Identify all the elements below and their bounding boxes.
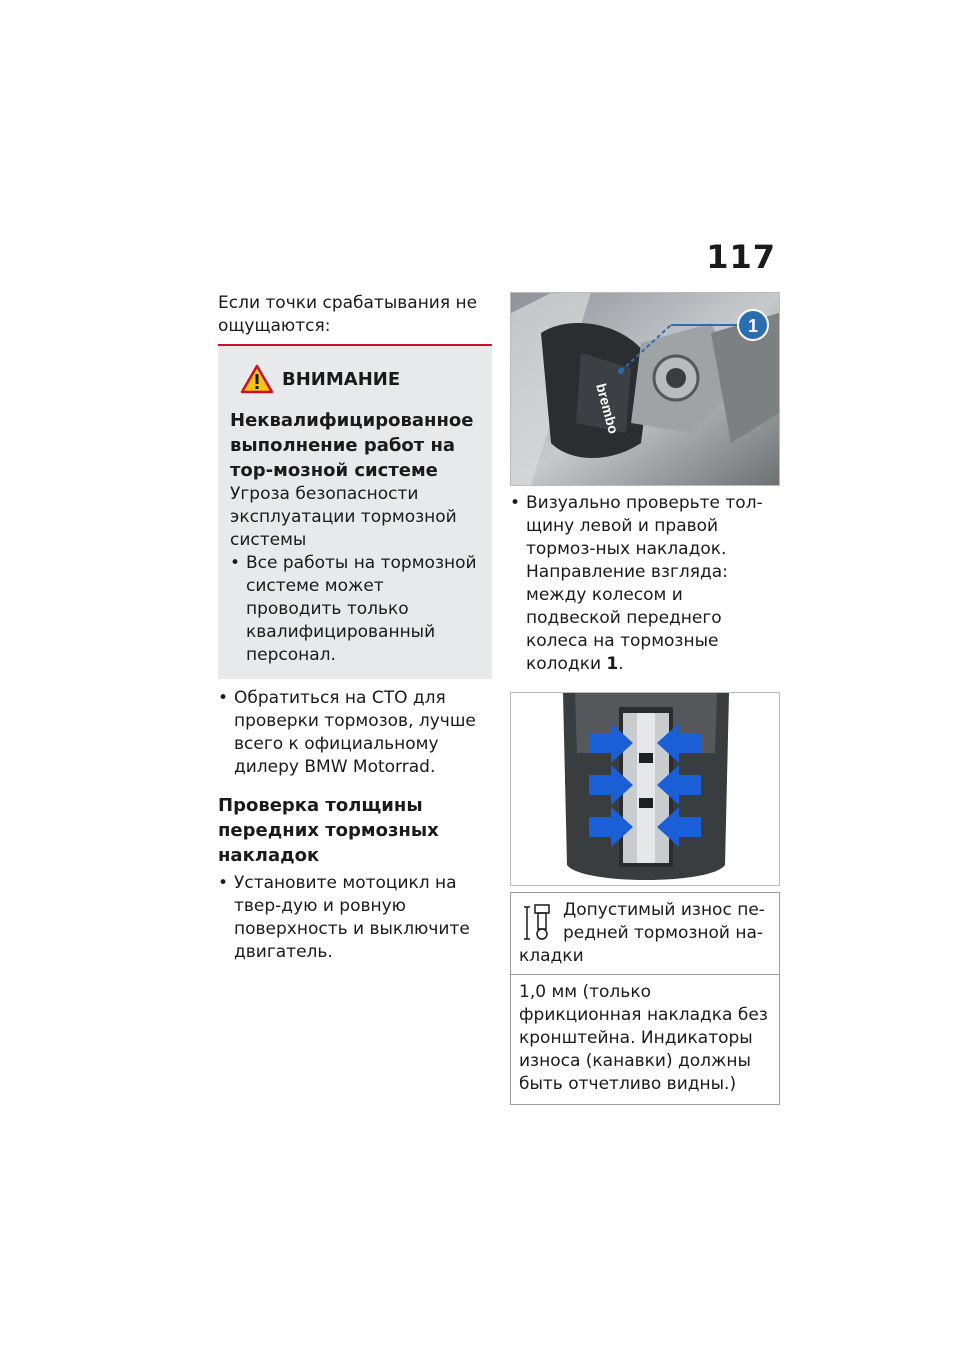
pads-illustration xyxy=(511,693,779,885)
warning-title: ВНИМАНИЕ xyxy=(282,368,401,390)
section-heading: Проверка толщины передних тормозных накладок xyxy=(218,795,439,866)
list-item-install xyxy=(218,872,492,964)
wear-spec-value: 1,0 мм (только фрикционная накладка без кронштейна. Индикаторы износа (канавки) должны быть отчетливо видны.) xyxy=(519,982,768,1094)
check-text-wrap xyxy=(526,492,780,676)
caliper-gauge-icon xyxy=(523,903,553,943)
page-number: 117 xyxy=(706,238,776,276)
right-column xyxy=(510,292,780,1105)
install-text: Установите мотоцикл на твер-дую и ровную поверхность и выключите двигатель. xyxy=(234,873,470,962)
warning-bullet-text: Все работы на тормозной системе может проводить только квалифицированный персонал. xyxy=(246,553,477,665)
bullet-dot: • xyxy=(230,553,241,573)
warning-header xyxy=(230,364,482,394)
check-end: . xyxy=(618,654,624,674)
callout-1-label: 1 xyxy=(747,316,759,336)
warning-triangle-icon xyxy=(240,364,274,394)
wear-spec-title: Допустимый износ пе-редней тормозной на-кладки xyxy=(519,900,765,966)
brake-pads-photo xyxy=(510,692,780,886)
warning-text: Угроза безопасности эксплуатации тормозной системы xyxy=(230,484,457,550)
caliper-illustration xyxy=(511,293,779,485)
caliper-photo xyxy=(510,292,780,486)
warning-box xyxy=(218,346,492,679)
warning-heading: Неквалифицированное выполнение работ на тор-мозной системе xyxy=(230,410,474,481)
caliper-brand-text: brembo xyxy=(593,381,622,436)
wear-spec-header xyxy=(511,893,779,975)
bullet-dot: • xyxy=(510,493,521,513)
list-item-service xyxy=(218,687,492,779)
wear-spec-table xyxy=(510,892,780,1105)
service-text: Обратиться на СТО для проверки тормозов, лучше всего к официальному дилеру BMW Motorrad. xyxy=(234,688,476,777)
bullet-dot: • xyxy=(218,688,229,708)
bullet-dot: • xyxy=(218,873,229,893)
check-text: Визуально проверьте тол-щину левой и правой тормоз-ных накладок. Направление взгляда: между колесом и подвеской переднего колеса на тормозные колодки xyxy=(526,493,763,674)
intro-text: Если точки срабатывания не ощущаются: xyxy=(218,292,492,346)
left-column xyxy=(218,292,492,964)
warning-bullet xyxy=(230,552,482,667)
check-ref: 1 xyxy=(606,654,619,674)
list-item-check xyxy=(510,492,780,676)
